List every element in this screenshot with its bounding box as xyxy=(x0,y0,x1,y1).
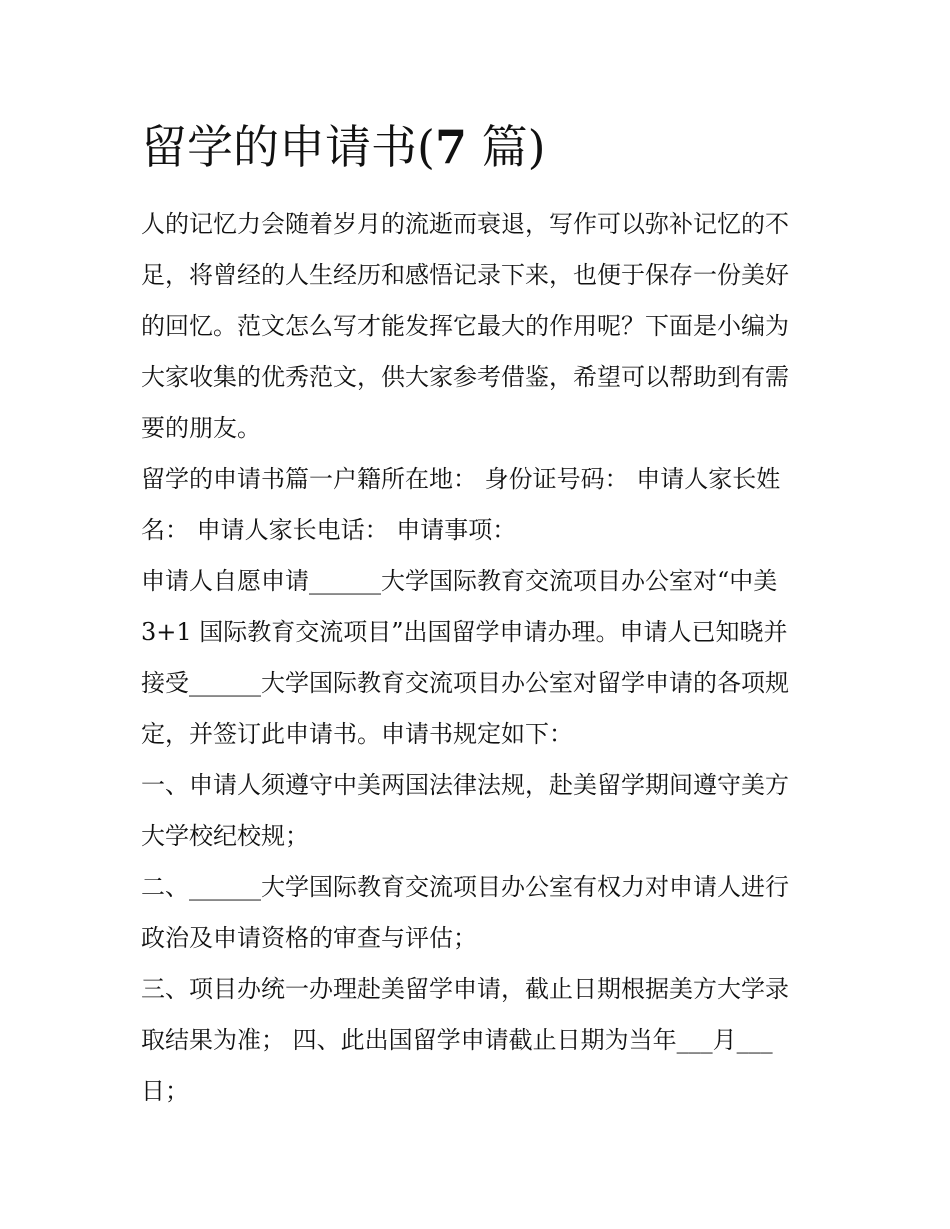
text-line: 申请人自愿申请______大学国际教育交流项目办公室对“中美 xyxy=(141,567,778,595)
text-line: 人的记忆力会随着岁月的流逝而衰退，写作可以弥补记忆的不 xyxy=(141,210,789,238)
text-line: 一、申请人须遵守中美两国法律法规，赴美留学期间遵守美方 xyxy=(141,771,789,799)
title-suffix: 篇) xyxy=(466,120,546,174)
text-line: 接受______大学国际教育交流项目办公室对留学申请的各项规 xyxy=(141,669,789,697)
text-line: 的回忆。范文怎么写才能发挥它最大的作用呢？下面是小编为 xyxy=(141,312,789,340)
text-line: 留学的申请书篇一户籍所在地： 身份证号码： 申请人家长姓 xyxy=(141,465,781,493)
text-line: 大家收集的优秀范文，供大家参考借鉴，希望可以帮助到有需 xyxy=(141,363,789,391)
text-line: 要的朋友。 xyxy=(141,414,261,442)
text-line: 取结果为准； 四、此出国留学申请截止日期为当年___月___ xyxy=(141,1026,773,1054)
text-line: 大学校纪校规； xyxy=(141,822,309,850)
title-prefix: 留学的申请书( xyxy=(141,120,435,174)
text-line: 3+1 国际教育交流项目”出国留学申请办理。申请人已知晓并 xyxy=(141,618,788,646)
text-line: 足，将曾经的人生经历和感悟记录下来，也便于保存一份美好 xyxy=(141,261,789,289)
title-number: 7 xyxy=(434,120,467,174)
text-line: 三、项目办统一办理赴美留学申请，截止日期根据美方大学录 xyxy=(141,975,789,1003)
document-title xyxy=(141,112,546,182)
text-line: 二、______大学国际教育交流项目办公室有权力对申请人进行 xyxy=(141,873,789,901)
text-line: 日； xyxy=(141,1077,189,1105)
text-line: 定，并签订此申请书。申请书规定如下： xyxy=(141,720,573,748)
document-body xyxy=(141,199,821,1117)
text-line: 政治及申请资格的审查与评估； xyxy=(141,924,477,952)
text-line: 名： 申请人家长电话： 申请事项： xyxy=(141,516,517,544)
